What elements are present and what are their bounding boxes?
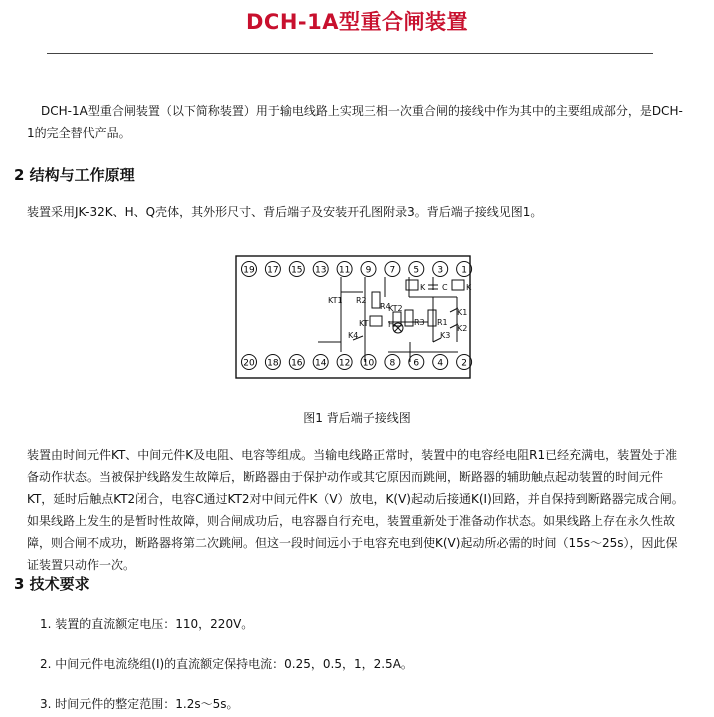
title-divider	[47, 53, 653, 54]
top-terminal-label: 9	[365, 265, 372, 276]
component-label: K1	[457, 308, 468, 317]
bottom-terminal-label: 18	[267, 358, 279, 369]
component-label: R2	[356, 296, 367, 305]
top-terminal-label: 7	[389, 265, 396, 276]
component-label: K3	[440, 331, 451, 340]
figure-caption: 图1 背后端子接线图	[303, 411, 411, 425]
component-label: C	[442, 283, 448, 292]
bottom-terminal-label: 20	[243, 358, 255, 369]
bottom-terminal-label: 12	[338, 358, 351, 369]
top-terminal-label: 13	[314, 265, 327, 276]
working-principle-paragraph: 装置由时间元件KT、中间元件K及电阻、电容等组成。当输电线路正常时，装置中的电容经电阻R1已经充满电，装置处于准备动作状态。当被保护线路发生故障后，断路器由于保护动作或其它原因而跳闸，断路器的辅助触点起动装置的时间元件KT，延时后触点KT2闭合，电容C通过KT2对中间元件K（V）放电，K(V)起动后接通K(I)回路，并自保持到断路器完成合闸。如果线路上发生的是暂时性故障，则合闸成功后，电容器自行充电，装置重新处于准备动作状态。如果线路上存在永久性故障，则合闸不成功，断路器将第二次跳闸。但这一段时间远小于电容充电到使K(V)起动所必需的时间（15s～25s），因此保证装置只动作一次。	[27, 448, 684, 572]
component-label: K2	[457, 324, 468, 333]
tech-item-2: 2. 中间元件电流绕组(I)的直流额定保持电流：0.25，0.5，1，2.5A。	[40, 657, 413, 671]
top-terminal-label: 3	[437, 265, 444, 276]
bottom-terminal-label: 8	[389, 358, 396, 369]
section-2-paragraph: 装置采用JK-32K、H、Q壳体，其外形尺寸、背后端子及安装开孔图附录3。背后端子接线见图1。	[27, 205, 543, 219]
page-title: DCH-1A型重合闸装置	[246, 10, 468, 34]
tech-item-1: 1. 装置的直流额定电压：110，220V。	[40, 617, 254, 631]
top-terminal-label: 11	[338, 265, 351, 276]
bottom-terminal-label: 4	[437, 358, 444, 369]
section-3-heading: 3 技术要求	[14, 575, 90, 593]
top-terminal-label: 5	[413, 265, 420, 276]
component-label: K	[420, 283, 426, 292]
top-terminal-label: 19	[243, 265, 255, 276]
intro-paragraph: DCH-1A型重合闸装置（以下简称装置）用于输电线路上实现三相一次重合闸的接线中作为其中的主要组成部分，是DCH-1的完全替代产品。	[27, 104, 683, 140]
component-label: K4	[348, 331, 359, 340]
bottom-terminal-label: 14	[314, 358, 327, 369]
component-label: H	[388, 320, 395, 329]
component-label: R4	[380, 302, 391, 311]
component-label: KT	[359, 319, 369, 328]
top-terminal-label: 17	[267, 265, 279, 276]
component-label: R1	[437, 318, 448, 327]
component-label: R3	[414, 318, 425, 327]
top-terminal-label: 1	[461, 265, 467, 276]
top-terminal-label: 15	[291, 265, 303, 276]
tech-item-3: 3. 时间元件的整定范围：1.2s～5s。	[40, 697, 239, 711]
bottom-terminal-label: 16	[291, 358, 303, 369]
section-2-heading: 2 结构与工作原理	[14, 166, 135, 184]
terminal-wiring-diagram	[228, 252, 478, 382]
bottom-terminal-label: 2	[461, 358, 467, 369]
component-label: K	[466, 283, 472, 292]
component-label: KT2	[388, 304, 403, 313]
component-label: KT1	[328, 296, 343, 305]
bottom-terminal-label: 6	[413, 358, 420, 369]
bottom-terminal-label: 10	[362, 358, 375, 369]
